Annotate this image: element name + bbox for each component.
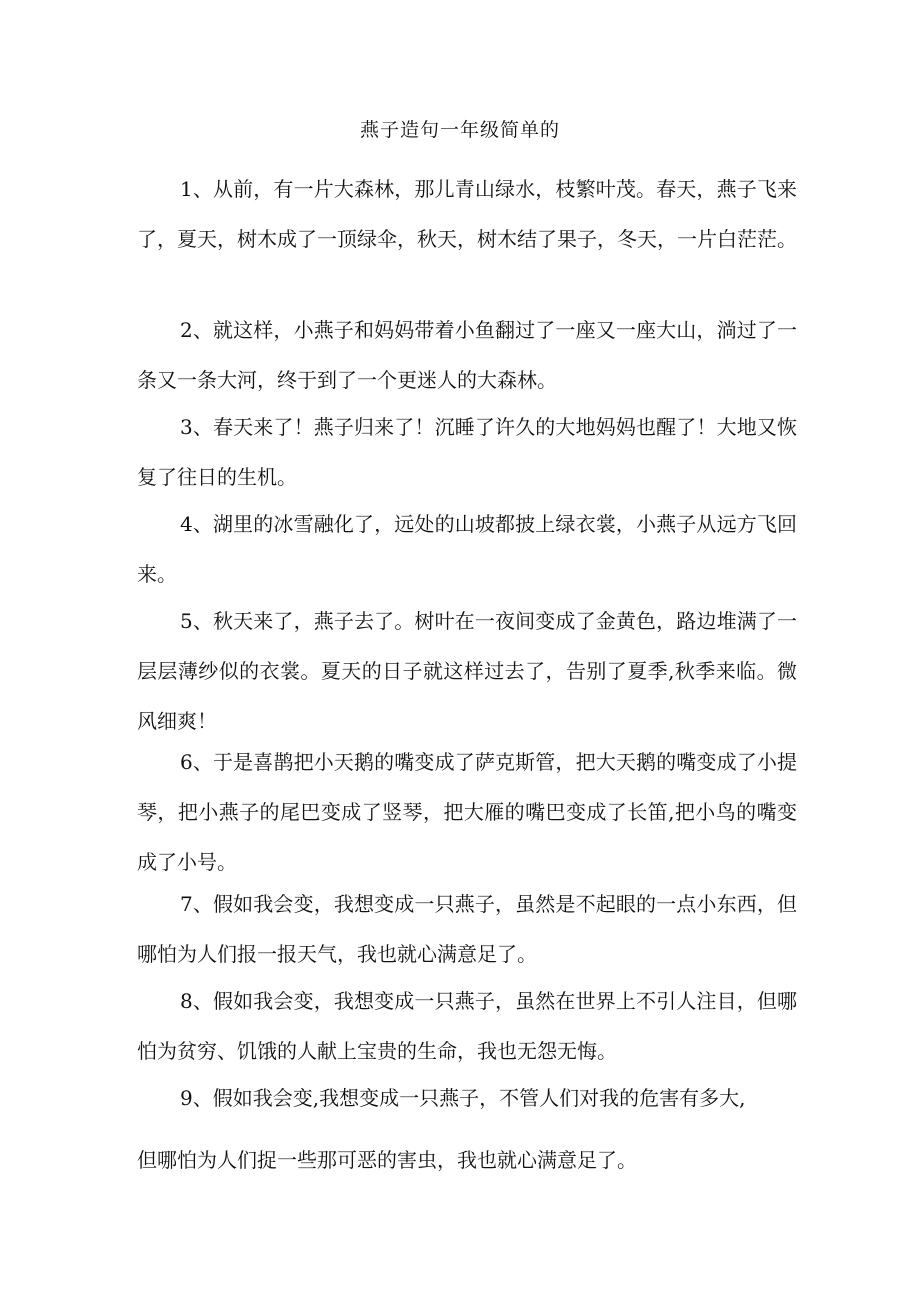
sentence-paragraph-5: 5、秋天来了，燕子去了。树叶在一夜间变成了金黄色，路边堆满了一层层薄纱似的衣裳。夏天的日子就这样过去了，告别了夏季,秋季来临。微风细爽！ [137, 609, 797, 733]
sentence-paragraph-4: 4、湖里的冰雪融化了，远处的山坡都披上绿衣裳，小燕子从远方飞回来。 [137, 512, 797, 586]
sentence-paragraph-7: 7、假如我会变，我想变成一只燕子，虽然是不起眼的一点小东西，但哪怕为人们报一报天气，我也就心满意足了。 [137, 892, 797, 966]
page-title: 燕子造句一年级简单的 [359, 119, 560, 141]
sentence-paragraph-2: 2、就这样，小燕子和妈妈带着小鱼翻过了一座又一座大山，淌过了一条又一条大河，终于到了一个更迷人的大森林。 [137, 318, 797, 392]
sentence-paragraph-9-continuation: 但哪怕为人们捉一些那可恶的害虫，我也就心满意足了。 [137, 1148, 637, 1172]
sentence-paragraph-3: 3、春天来了！燕子归来了！沉睡了许久的大地妈妈也醒了！大地又恢复了往日的生机。 [137, 415, 797, 489]
sentence-paragraph-1: 1、从前，有一片大森林，那儿青山绿水，枝繁叶茂。春天，燕子飞来了，夏天，树木成了一顶绿伞，秋天，树木结了果子，冬天，一片白茫茫。 [137, 177, 797, 251]
sentence-paragraph-9: 9、假如我会变,我想变成一只燕子，不管人们对我的危害有多大, [180, 1086, 746, 1110]
sentence-paragraph-6: 6、于是喜鹊把小天鹅的嘴变成了萨克斯管，把大天鹅的嘴变成了小提琴，把小燕子的尾巴变成了竖琴，把大雁的嘴巴变成了长笛,把小鸟的嘴变成了小号。 [137, 750, 797, 874]
sentence-paragraph-8: 8、假如我会变，我想变成一只燕子，虽然在世界上不引人注目，但哪怕为贫穷、饥饿的人献上宝贵的生命，我也无怨无悔。 [137, 989, 797, 1063]
